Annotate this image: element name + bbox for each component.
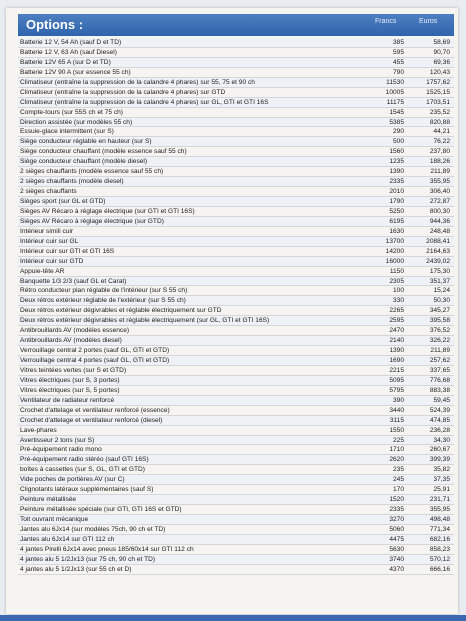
price-euros: 25,91 — [433, 486, 450, 494]
page-title: Options : — [26, 17, 84, 32]
table-row — [18, 426, 454, 436]
option-label: Appuie-tête AR — [20, 267, 65, 275]
table-row — [18, 247, 454, 257]
price-euros: 58,69 — [433, 39, 450, 46]
table-row — [18, 38, 454, 48]
price-euros: 345,27 — [429, 307, 450, 315]
price-euros: 175,30 — [429, 267, 450, 275]
table-row — [18, 465, 454, 475]
table-row — [18, 505, 454, 515]
price-francs: 4475 — [389, 535, 404, 543]
column-header-euros: Euros — [419, 18, 438, 25]
price-euros: 337,65 — [429, 366, 450, 374]
option-label: Batterie 12 V, 63 Ah (sauf Diesel) — [20, 48, 117, 56]
option-label: Batterie 12V 90 A (sur essence 55 ch) — [20, 68, 131, 76]
table-row — [18, 396, 454, 406]
option-label: Vitres teintées vertes (sur S et GTD) — [20, 366, 127, 374]
price-euros: 1703,51 — [426, 98, 450, 106]
price-euros: 50,30 — [433, 297, 450, 305]
table-row — [18, 237, 454, 247]
price-euros: 120,43 — [429, 68, 450, 76]
table-row — [18, 257, 454, 267]
options-table — [18, 38, 454, 575]
price-francs: 1235 — [389, 158, 404, 166]
price-francs: 225 — [392, 436, 404, 444]
table-row — [18, 137, 454, 147]
option-label: 4 jantes alu 5 1/2Jx13 (sur 55 ch et D) — [20, 565, 132, 573]
table-row — [18, 286, 454, 296]
price-euros: 211,89 — [430, 347, 450, 355]
price-euros: 306,40 — [429, 188, 450, 196]
price-francs: 1710 — [389, 446, 404, 454]
option-label: Siège conducteur chauffant (modèle diesel) — [20, 158, 148, 166]
option-label: Pré-équipement radio stéréo (sauf GTI 16S) — [20, 456, 149, 464]
price-euros: 2164,63 — [426, 247, 450, 255]
price-francs: 2620 — [389, 456, 404, 464]
option-label: Essuie-glace intermittent (sur S) — [20, 128, 114, 136]
price-francs: 5385 — [389, 118, 404, 126]
price-francs: 385 — [392, 39, 404, 46]
price-euros: 15,24 — [433, 287, 450, 295]
table-row — [18, 207, 454, 217]
price-euros: 2439,02 — [426, 257, 450, 265]
price-francs: 5630 — [389, 545, 404, 553]
price-euros: 37,35 — [433, 476, 450, 484]
price-euros: 260,67 — [429, 446, 450, 454]
price-francs: 1790 — [389, 198, 404, 205]
table-row — [18, 475, 454, 485]
price-euros: 211,89 — [430, 168, 450, 176]
price-francs: 2265 — [389, 307, 404, 315]
price-euros: 682,16 — [429, 535, 450, 543]
price-francs: 790 — [392, 68, 404, 76]
price-francs: 1390 — [389, 347, 404, 355]
price-euros: 76,22 — [433, 138, 450, 146]
option-label: Deux rétros extérieur dégivrables et réglable électriquement (sur GL, GTI et GTI 16S) — [20, 317, 270, 325]
table-row — [18, 127, 454, 137]
price-francs: 1545 — [389, 108, 404, 116]
price-francs: 1560 — [389, 148, 404, 156]
option-label: Crochet d'attelage et ventilateur renforcé (diesel) — [20, 416, 163, 424]
price-francs: 5795 — [389, 386, 404, 394]
price-francs: 100 — [392, 287, 404, 295]
price-francs: 290 — [392, 128, 404, 136]
table-row — [18, 306, 454, 316]
option-label: Crochet d'attelage et ventilateur renforcé (essence) — [20, 406, 170, 414]
table-row — [18, 555, 454, 565]
table-row — [18, 366, 454, 376]
price-francs: 3440 — [389, 406, 404, 414]
price-francs: 330 — [392, 297, 404, 305]
price-euros: 90,70 — [433, 48, 450, 56]
option-label: Sièges AV Récaro à réglage électrique (sur GTI et GTI 16S) — [20, 207, 195, 215]
option-label: Deux rétros extérieur dégivrables et réglable électriquement sur GTD — [20, 307, 222, 315]
option-label: 2 sièges chauffants — [20, 188, 77, 196]
price-francs: 1630 — [389, 227, 404, 235]
table-row — [18, 485, 454, 495]
table-row — [18, 455, 454, 465]
price-euros: 231,71 — [429, 496, 450, 504]
option-label: Jantes alu 6Jx14 sur GTI 112 ch — [20, 535, 115, 543]
price-euros: 498,48 — [429, 516, 450, 523]
option-label: Climatiseur (entraîne la suppression de la calandre 4 phares) sur GL, GTI et GTI 16S — [20, 98, 269, 106]
table-row — [18, 187, 454, 197]
price-sheet — [6, 8, 458, 614]
price-euros: 570,12 — [429, 555, 450, 563]
option-label: Siège conducteur réglable en hauteur (sur S) — [20, 138, 152, 146]
table-row — [18, 217, 454, 227]
option-label: 4 jantes alu 5 1/2Jx13 (sur 75 ch, 90 ch et TD) — [20, 555, 156, 563]
option-label: Vitres électriques (sur S, 3 portes) — [20, 376, 120, 384]
price-euros: 188,26 — [429, 158, 450, 166]
price-francs: 5060 — [389, 525, 404, 533]
option-label: Toit ouvrant mécanique — [20, 516, 89, 523]
table-row — [18, 197, 454, 207]
table-row — [18, 406, 454, 416]
price-euros: 272,87 — [429, 198, 450, 205]
option-label: Rétro conducteur plan réglable de l'intérieur (sur S 55 ch) — [20, 287, 188, 295]
price-euros: 59,45 — [433, 396, 450, 404]
price-francs: 1390 — [389, 168, 404, 176]
price-euros: 236,28 — [429, 426, 450, 434]
price-francs: 2335 — [389, 506, 404, 514]
table-row — [18, 118, 454, 128]
table-row — [18, 147, 454, 157]
table-row — [18, 98, 454, 108]
table-row — [18, 525, 454, 535]
price-francs: 5095 — [389, 376, 404, 384]
table-row — [18, 227, 454, 237]
price-francs: 3270 — [389, 516, 404, 523]
option-label: Climatiseur (entraîne la suppression de la calandre 4 phares) sur GTD — [20, 88, 226, 96]
option-label: Batterie 12 V, 54 Ah (sauf D et TD) — [20, 39, 122, 46]
table-row — [18, 326, 454, 336]
table-row — [18, 157, 454, 167]
price-francs: 2335 — [389, 178, 404, 186]
price-euros: 69,36 — [433, 58, 450, 66]
option-label: Peinture métallisée — [20, 496, 77, 504]
option-label: Compte-tours (sur 55S ch et 75 ch) — [20, 108, 123, 116]
table-row — [18, 336, 454, 346]
price-francs: 170 — [392, 486, 404, 494]
table-row — [18, 356, 454, 366]
price-euros: 351,37 — [429, 277, 450, 285]
price-euros: 800,30 — [429, 207, 450, 215]
price-francs: 2140 — [389, 337, 404, 345]
price-francs: 1550 — [389, 426, 404, 434]
option-label: Banquette 1/3 2/3 (sauf GL et Carat) — [20, 277, 127, 285]
option-label: Intérieur cuir sur GTI et GTI 16S — [20, 247, 115, 255]
option-label: Peinture métallisée spéciale (sur GTI, GTI 16S et GTD) — [20, 506, 182, 514]
price-francs: 390 — [392, 396, 404, 404]
option-label: Intérieur cuir sur GL — [20, 237, 79, 245]
price-francs: 2010 — [389, 188, 404, 196]
price-euros: 883,38 — [429, 386, 450, 394]
table-row — [18, 296, 454, 306]
price-euros: 237,80 — [429, 148, 450, 156]
price-euros: 355,95 — [429, 506, 450, 514]
option-label: Climatiseur (entraîne la suppression de la calandre 4 phares) sur 55, 75 et 90 ch — [20, 78, 255, 86]
option-label: Intérieur simili cuir — [20, 227, 74, 235]
option-label: Vide poches de portières AV (sur C) — [20, 476, 125, 484]
option-label: Pré-équipement radio mono — [20, 446, 102, 454]
table-row — [18, 416, 454, 426]
price-francs: 3115 — [389, 416, 404, 424]
price-francs: 16000 — [385, 257, 404, 265]
price-francs: 2595 — [389, 317, 404, 325]
price-euros: 858,23 — [429, 545, 450, 553]
price-euros: 524,39 — [429, 406, 450, 414]
price-euros: 34,30 — [433, 436, 450, 444]
price-francs: 11175 — [386, 98, 404, 106]
price-francs: 4370 — [389, 565, 404, 573]
table-row — [18, 177, 454, 187]
price-francs: 1690 — [389, 357, 404, 364]
price-francs: 13700 — [385, 237, 404, 245]
option-label: 2 sièges chauffants (modèle essence sauf 55 ch) — [20, 168, 164, 176]
price-euros: 1757,62 — [426, 78, 450, 86]
price-euros: 399,39 — [429, 456, 450, 464]
price-francs: 595 — [392, 48, 404, 56]
price-francs: 2305 — [389, 277, 404, 285]
option-label: 4 jantes Pirelli 6Jx14 avec pneus 185/60x14 sur GTI 112 ch — [20, 545, 194, 553]
table-row — [18, 316, 454, 326]
table-row — [18, 346, 454, 356]
table-row — [18, 88, 454, 98]
table-row — [18, 436, 454, 446]
option-label: Jantes alu 6Jx14 (sur modèles 75ch, 90 ch et TD) — [20, 525, 166, 533]
option-label: Verrouillage central 2 portes (sauf GL, GTI et GTD) — [20, 347, 170, 355]
option-label: Antibrouillards AV (modèles diesel) — [20, 337, 122, 345]
table-row — [18, 495, 454, 505]
table-row — [18, 267, 454, 277]
price-francs: 245 — [392, 476, 404, 484]
price-euros: 248,48 — [429, 227, 450, 235]
price-euros: 395,58 — [429, 317, 450, 325]
option-label: Sièges sport (sur GL et GTD) — [20, 198, 106, 205]
option-label: Clignotants latéraux supplémentaires (sauf S) — [20, 486, 154, 494]
table-row — [18, 58, 454, 68]
option-label: Sièges AV Récaro à réglage électrique (sur GTD) — [20, 217, 164, 225]
column-header-francs: Francs — [375, 18, 397, 25]
option-label: Lave-phares — [20, 426, 57, 434]
price-euros: 35,82 — [433, 466, 450, 474]
price-francs: 6195 — [389, 217, 404, 225]
price-euros: 1525,15 — [426, 88, 450, 96]
price-francs: 1520 — [389, 496, 404, 504]
table-row — [18, 68, 454, 78]
price-francs: 235 — [392, 466, 404, 474]
price-euros: 355,95 — [429, 178, 450, 186]
option-label: Intérieur cuir sur GTD — [20, 257, 84, 265]
price-francs: 455 — [392, 58, 404, 66]
price-euros: 2088,41 — [426, 237, 450, 245]
table-row — [18, 515, 454, 525]
table-row — [18, 565, 454, 575]
option-label: Deux rétros extérieur réglable de l'extérieur (sur S 55 ch) — [20, 297, 186, 305]
table-row — [18, 48, 454, 58]
price-francs: 10005 — [385, 88, 404, 96]
option-label: 2 sièges chauffants (modèle diesel) — [20, 178, 124, 186]
option-label: Siège conducteur chauffant (modèle essence sauf 55 ch) — [20, 148, 187, 156]
price-francs: 1150 — [389, 267, 404, 275]
price-francs: 2215 — [389, 366, 404, 374]
price-euros: 235,52 — [429, 108, 450, 116]
option-label: Antibrouillards AV (modèles essence) — [20, 327, 130, 335]
table-row — [18, 376, 454, 386]
option-label: Batterie 12V 65 A (sur D et TD) — [20, 58, 111, 66]
option-label: Verrouillage central 4 portes (sauf GL, GTI et GTD) — [20, 357, 170, 364]
price-euros: 820,88 — [429, 118, 450, 126]
option-label: Vitres électriques (sur S, 5 portes) — [20, 386, 120, 394]
price-euros: 326,22 — [429, 337, 450, 345]
table-row — [18, 386, 454, 396]
option-label: Direction assistée (sur modèles 55 ch) — [20, 118, 133, 126]
table-row — [18, 108, 454, 118]
price-euros: 944,36 — [429, 217, 450, 225]
table-row — [18, 277, 454, 287]
table-row — [18, 545, 454, 555]
table-row — [18, 78, 454, 88]
price-euros: 257,62 — [429, 357, 450, 364]
price-euros: 771,34 — [429, 525, 450, 533]
option-label: Ventilateur de radiateur renforcé — [20, 396, 115, 404]
price-francs: 14200 — [385, 247, 404, 255]
price-francs: 5250 — [389, 207, 404, 215]
price-euros: 666,16 — [429, 565, 450, 573]
price-francs: 11530 — [386, 78, 404, 86]
price-francs: 2470 — [389, 327, 404, 335]
table-row — [18, 167, 454, 177]
table-row — [18, 445, 454, 455]
price-euros: 44,21 — [433, 128, 450, 136]
bottom-band — [0, 615, 466, 621]
price-francs: 500 — [392, 138, 404, 146]
price-euros: 474,85 — [429, 416, 450, 424]
price-euros: 776,68 — [429, 376, 450, 384]
table-row — [18, 535, 454, 545]
option-label: Avertisseur 2 tons (sur S) — [20, 436, 95, 444]
price-francs: 3740 — [389, 555, 404, 563]
option-label: boîtes à cassettes (sur S, GL, GTI et GTD) — [20, 466, 145, 474]
price-euros: 376,52 — [429, 327, 450, 335]
